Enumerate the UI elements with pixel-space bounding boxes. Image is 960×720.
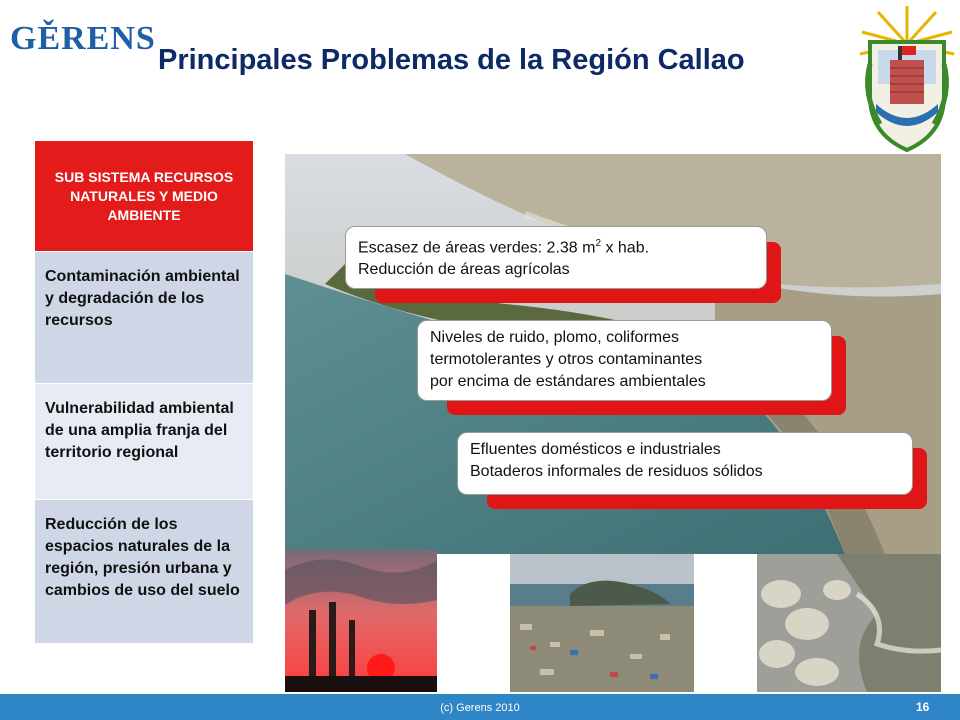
table-row: Reducción de los espacios naturales de la región, presión urbana y cambios de uso del suelo	[35, 499, 253, 643]
callout-green-areas	[345, 226, 767, 289]
callout-box	[345, 226, 767, 289]
page-number: 16	[916, 700, 930, 714]
callout-line: Niveles de ruido, plomo, coliformes	[430, 329, 679, 346]
callao-emblem-icon	[858, 4, 956, 154]
table-row: Vulnerabilidad ambiental de una amplia franja del territorio regional	[35, 383, 253, 499]
garbage-dump-photo	[510, 554, 694, 692]
callout-line: Efluentes domésticos e industriales	[470, 441, 721, 458]
callout-pollutants	[417, 320, 832, 401]
callout-line: por encima de estándares ambientales	[430, 373, 706, 390]
callout-line: Botaderos informales de residuos sólidos	[470, 463, 763, 480]
problems-table	[35, 141, 253, 643]
table-header: SUB SISTEMA RECURSOS NATURALES Y MEDIO AMBIENTE	[35, 141, 253, 251]
table-row: Contaminación ambiental y degradación de los recursos	[35, 251, 253, 383]
callout-line: Reducción de áreas agrícolas	[358, 261, 570, 279]
gerens-logo: GĚRENS	[10, 20, 156, 57]
callout-line: termotolerantes y otros contaminantes	[430, 351, 703, 368]
callout-effluents	[457, 432, 913, 495]
footer-copyright: (c) Gerens 2010	[440, 702, 520, 714]
callout-box	[417, 320, 832, 401]
smokestacks-photo	[285, 550, 437, 692]
sewage-shore-photo	[757, 554, 941, 692]
callout-box	[457, 432, 913, 495]
callout-line: Escasez de áreas verdes: 2.38 $m^2$ x hab.	[358, 238, 650, 257]
superscript: 2	[595, 238, 602, 249]
slide-title: Principales Problemas de la Región Callao	[158, 44, 745, 76]
